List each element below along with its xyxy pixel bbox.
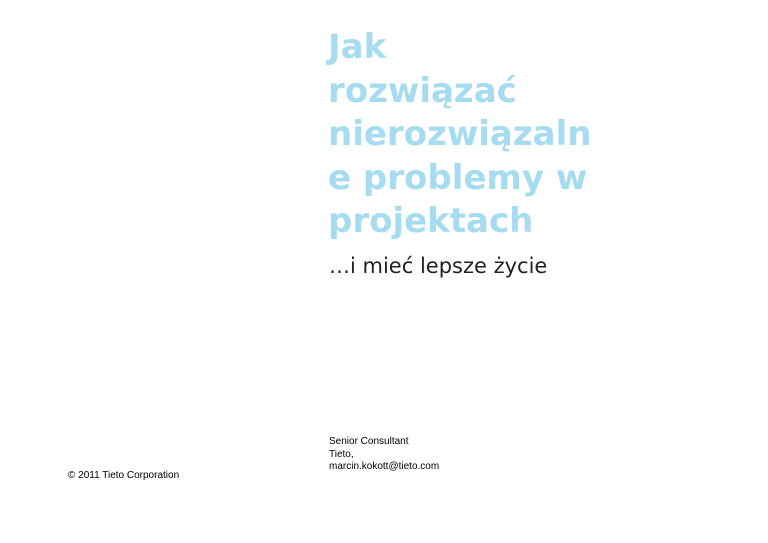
author-info xyxy=(329,436,439,474)
author-company: Tieto, xyxy=(329,448,354,460)
copyright-footer: © 2011 Tieto Corporation xyxy=(68,470,180,481)
title-line: e problemy w xyxy=(328,157,588,198)
slide-subtitle: …i mieć lepsze życie xyxy=(329,254,548,278)
title-line: projektach xyxy=(328,201,534,241)
slide-title xyxy=(328,26,628,244)
title-line: nierozwiązaln xyxy=(328,114,592,154)
title-line: Jak xyxy=(328,27,387,67)
title-line: rozwiązać xyxy=(328,70,517,111)
author-email: marcin.kokott@tieto.com xyxy=(329,461,440,472)
author-role: Senior Consultant xyxy=(329,436,409,447)
